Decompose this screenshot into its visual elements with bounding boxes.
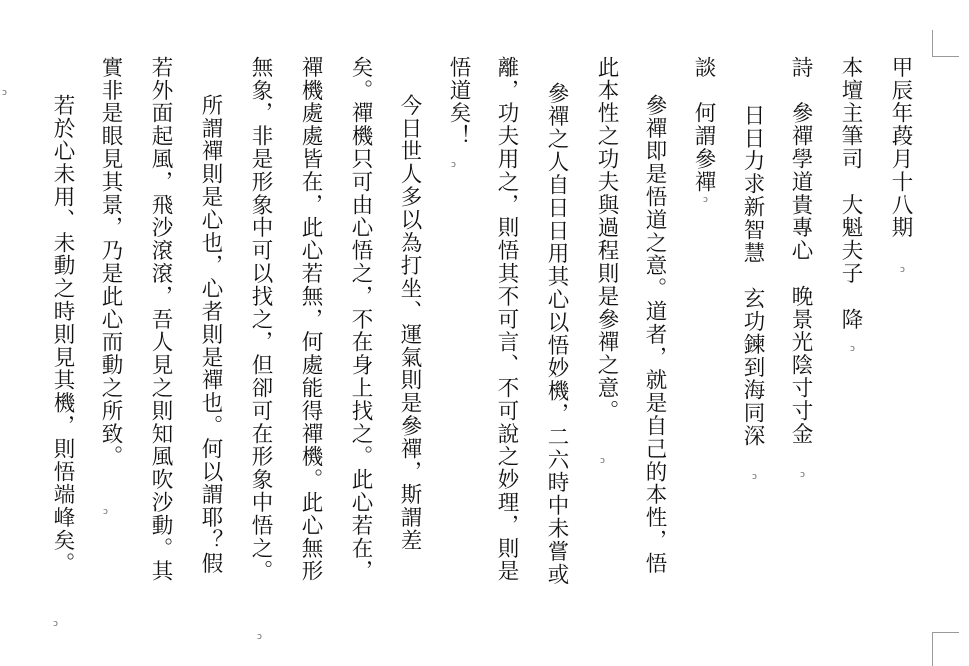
paragraph-mark: ↄ <box>2 88 7 98</box>
poem-line-1: 詩 參禪學道貴專心 晚景光陰寸寸金 <box>788 56 813 446</box>
body-text-column: 禪機處處皆在，此心若無，何處能得禪機。此心無形 <box>298 56 323 583</box>
paragraph-mark: ↄ <box>451 160 456 170</box>
body-text-column: 無象，非是形象中可以找之，但卻可在形象中悟之。 <box>248 56 273 583</box>
paragraph-mark: ↄ <box>257 632 262 642</box>
top-margin-corner-mark <box>932 30 959 57</box>
body-text-column: 所謂禪則是心也，心者則是禪也。何以謂耶？假 <box>198 94 223 575</box>
poem-line-2: 日日力求新智慧 玄功鍊到海同深 <box>740 104 765 448</box>
body-text-column: 悟道矣！ <box>446 56 471 148</box>
paragraph-mark: ↄ <box>53 619 58 629</box>
presiding-deity-line: 本壇主筆司 大魁夫子 降 <box>838 56 863 331</box>
body-text-column: 若於心未用、未動之時則見其機，則悟端峰矣。 <box>50 94 75 575</box>
paragraph-mark: ↄ <box>103 507 108 517</box>
discourse-title: 談 何謂參禪 <box>691 56 716 194</box>
paragraph-mark: ↄ <box>752 472 757 482</box>
paragraph-mark: ↄ <box>600 456 605 466</box>
bottom-margin-corner-mark <box>932 632 959 666</box>
paragraph-mark: ↄ <box>900 265 905 275</box>
body-text-column: 實非是眼見其景，乃是此心而動之所致。 <box>98 56 123 469</box>
body-text-column: 此本性之功夫與過程則是參禪之意。 <box>594 56 619 423</box>
body-text-column: 若外面起風，飛沙滾滾，吾人見之則知風吹沙動。其 <box>148 56 173 583</box>
body-text-column: 今日世人多以為打坐、運氣則是參禪，斯謂差 <box>397 94 422 552</box>
body-text-column: 矣。禪機只可由心悟之，不在身上找之。此心若在， <box>348 56 373 583</box>
body-text-column: 參禪之人自日日用其心以悟妙機，二六時中未嘗或 <box>544 82 569 586</box>
paragraph-mark: ↄ <box>850 344 855 354</box>
body-text-column: 參禪即是悟道之意。道者，就是自己的本性，悟 <box>642 94 667 575</box>
paragraph-mark: ↄ <box>800 470 805 480</box>
body-text-column: 離，功夫用之，則悟其不可言、不可說之妙理，則是 <box>494 56 519 583</box>
date-heading: 甲辰年葮月十八期 <box>888 56 913 240</box>
paragraph-mark: ↄ <box>703 195 708 205</box>
